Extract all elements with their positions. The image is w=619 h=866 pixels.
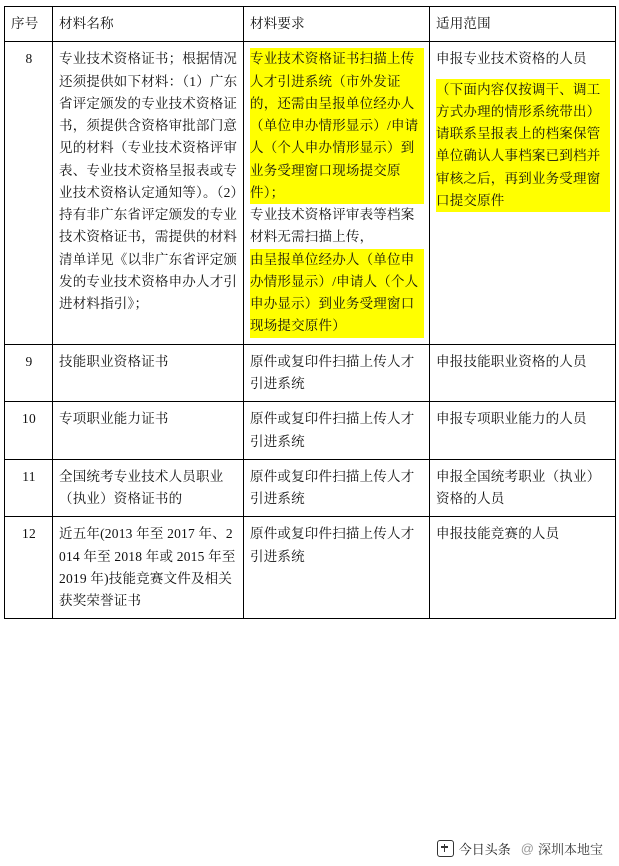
- scope-text-highlighted: （下面内容仅按调干、调工方式办理的情形系统带出）: [436, 79, 610, 124]
- material-name-text: 专业技术资格证书；根据情况还须提供如下材料：（1）广东省评定颁发的专业技术资格证书，须提供含资格审批部门意见的材料（专业技术资格评审表、专业技术资格呈报表或专业技术资格认定通知等）。（2）持有非广东省评定颁发的专业技术资格证书，需提供的材料清单详见《以非广东省评定颁发的专业技术资格申办人才引进材料指引》；: [59, 51, 238, 312]
- material-name: [53, 344, 244, 402]
- applicable-scope: [430, 402, 616, 460]
- material-name: [53, 42, 244, 344]
- row-number: 11: [5, 459, 53, 517]
- watermark-footer: [0, 830, 619, 866]
- scope-text: 申报专业技术资格的人员: [436, 51, 587, 67]
- material-requirement: [244, 459, 430, 517]
- table-row: [5, 402, 616, 460]
- row-number: 9: [5, 344, 53, 402]
- material-requirement: [244, 344, 430, 402]
- spacer: [436, 71, 610, 79]
- column-header-name: 材料名称: [53, 7, 244, 42]
- table-header-row: [5, 7, 616, 42]
- toutiao-mark-icon: [437, 840, 454, 857]
- document-page: [0, 6, 619, 866]
- applicable-scope: [430, 42, 616, 344]
- scope-text: 申报全国统考职业（执业）资格的人员: [436, 468, 601, 507]
- material-name: [53, 517, 244, 619]
- material-name-text: 近五年(2013 年至 2017 年、2014 年至 2018 年或 2015 年至 2019 年)技能竞赛文件及相关获奖荣誉证书: [59, 526, 236, 609]
- applicable-scope: [430, 517, 616, 619]
- requirement-text: 原件或复印件扫描上传人才引进系统: [250, 411, 415, 449]
- table-row: [5, 459, 616, 517]
- material-name-text: 技能职业资格证书: [59, 353, 169, 369]
- row-number: 12: [5, 517, 53, 619]
- table-row: [5, 42, 616, 344]
- material-name-text: 全国统考专业技术人员职业（执业）资格证书的: [59, 468, 224, 507]
- table-row: [5, 344, 616, 402]
- material-requirement: [244, 517, 430, 619]
- scope-text: 申报技能职业资格的人员: [436, 353, 587, 369]
- footer-separator: @: [520, 840, 534, 856]
- column-header-scope: 适用范围: [430, 7, 616, 42]
- requirement-text: 原件或复印件扫描上传人才引进系统: [250, 468, 415, 507]
- applicable-scope: [430, 459, 616, 517]
- material-name: [53, 459, 244, 517]
- toutiao-label: 今日头条: [458, 841, 511, 857]
- material-name: [53, 402, 244, 460]
- row-number: 8: [5, 42, 53, 344]
- toutiao-logo: [437, 839, 511, 858]
- requirements-table: [4, 6, 616, 619]
- requirement-text: 原件或复印件扫描上传人才引进系统: [250, 353, 415, 391]
- requirement-text-highlighted-2: 由呈报单位经办人（单位申办情形显示）/申请人（个人申办显示）到业务受理窗口现场提交原件）: [250, 249, 424, 338]
- material-name-text: 专项职业能力证书: [59, 411, 169, 427]
- requirement-text: 专业技术资格评审表等档案材料无需扫描上传，: [250, 207, 415, 245]
- requirement-text-highlighted: 专业技术资格证书扫描上传人才引进系统（市外发证的，还需由呈报单位经办人（单位申办情形显示）/申请人（个人申办情形显示）到业务受理窗口现场提交原件）；: [250, 48, 424, 204]
- requirement-text: 原件或复印件扫描上传人才引进系统: [250, 526, 415, 564]
- table-row: [5, 517, 616, 619]
- material-requirement: [244, 402, 430, 460]
- row-number: 10: [5, 402, 53, 460]
- column-header-no: 序号: [5, 7, 53, 42]
- footer-account-name: 深圳本地宝: [537, 841, 603, 857]
- scope-text-highlighted-2: 请联系呈报表上的档案保管单位确认人事档案已到档并审核之后，再到业务受理窗口提交原件: [436, 123, 610, 212]
- scope-text: 申报技能竞赛的人员: [436, 526, 560, 542]
- scope-text: 申报专项职业能力的人员: [436, 411, 587, 427]
- material-requirement: [244, 42, 430, 344]
- applicable-scope: [430, 344, 616, 402]
- column-header-requirement: 材料要求: [244, 7, 430, 42]
